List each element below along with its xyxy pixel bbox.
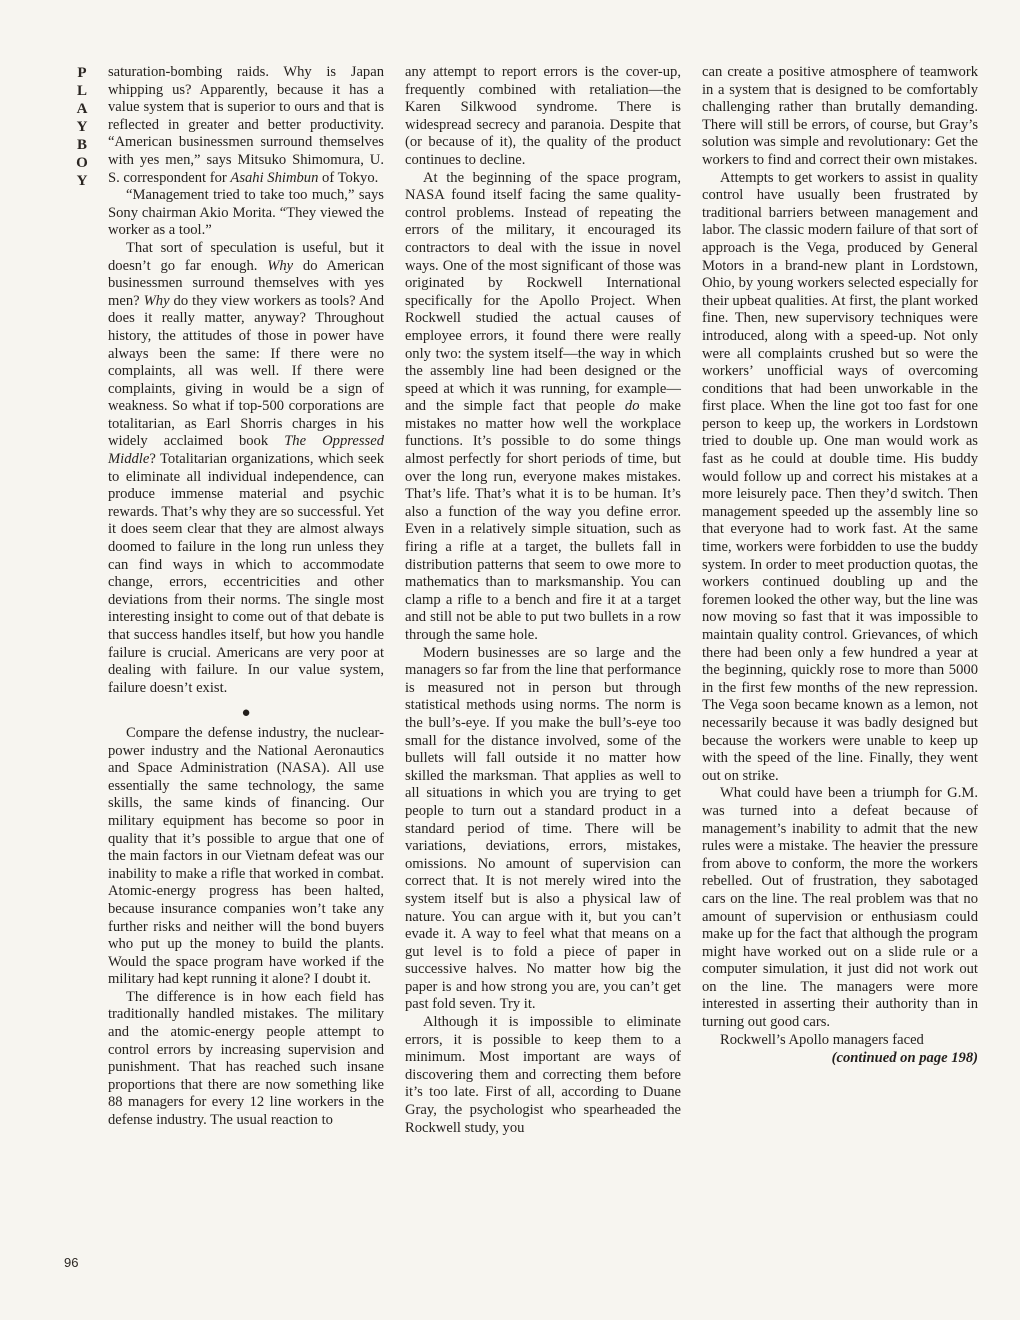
paragraph: can create a positive atmosphere of teamwork in a system that is designed to be comfortably challenging rather than brutally demanding. There will still be errors, of course, but Gray’s solution was simple and revolutionary: Get the workers to find and correct their own mistakes. xyxy=(702,64,978,168)
magazine-letter: B xyxy=(76,137,87,153)
text-column-3 xyxy=(702,64,978,1068)
magazine-letter: Y xyxy=(76,173,88,189)
paragraph: At the beginning of the space program, NASA found itself facing the same quality-control problems. Instead of repeating the errors of the military, it encouraged its contractors to deal with the issue in novel ways. One of the most significant of those was originated by Rockwell International specifically for the Apollo Project. When Rockwell studied the actual causes of employee errors, it found there were really only two: the system itself—the way in which the assembly line had been designed or the speed at which it was running, for example—and the simple fact that people do make mistakes no matter how well the workplace functions. It’s possible to do some things almost perfectly for short periods of time, but over the long run, everyone makes mistakes. That’s life. That’s what it is to be human. It’s also a function of the way you define error. Even in a relatively simple situation, such as firing a rifle at a target, the bullets fall in distribution patterns that seem to owe more to mathematics than to marksmanship. You can clamp a rifle to a bench and fire it at a target and still not be able to put two bullets in a row through the same hole. xyxy=(405,169,681,643)
paragraph: That sort of speculation is useful, but it doesn’t go far enough. Why do American businessmen surround themselves with yes men? Why do they view workers as tools? And does it really matter, anyway? Throughout history, the attitudes of those in power have always been the same: If there were no complaints, all was well. If there were complaints, giving in would be a sign of weakness. So what if top-500 corporations are totalitarian, as Earl Shorris charges in his widely acclaimed book The Oppressed Middle? Totalitarian organizations, which seek to eliminate all individual independence, can produce immense material and psychic rewards. That’s why they are so successful. Yet it does seem clear that they are almost always doomed to failure in the long run unless they can find ways in which to accommodate change, errors, eccentricities and other deviations from their norms. The single most interesting insight to come out of that debate is that success handles itself, but how you handle failure is crucial. Americans are very poor at dealing with failure. In our value system, failure doesn’t exist. xyxy=(108,239,385,696)
page-number: 96 xyxy=(64,1255,79,1270)
magazine-letter: L xyxy=(76,83,87,99)
magazine-letter: A xyxy=(76,101,88,117)
magazine-letter: P xyxy=(77,65,87,81)
paragraph: The difference is in how each field has traditionally handled mistakes. The military and the atomic-energy people attempt to control errors by increasing supervision and punishment. That has reached such insane proportions that there are now something like 88 managers for every 12 line workers in the defense industry. The usual reaction to xyxy=(108,988,384,1129)
paragraph: Compare the defense industry, the nuclear-power industry and the National Aeronautics and Space Administration (NASA). All use essentially the same technology, the same skills, the same kinds of financing. Our military equipment has become so poor in quality that it’s possible to argue that one of the main factors in our Vietnam defeat was our inability to make a rifle that worked in combat. Atomic-energy progress has been halted, because insurance companies won’t take any further risks and neither will the bond buyers who put up the money to build the plants. Would the space program have worked if the military had kept running it alone? I doubt it. xyxy=(108,724,384,988)
paragraph: Although it is impossible to eliminate errors, it is possible to keep them to a minimum. Most important are ways of discovering them and correcting them before it’s too late. First of all, according to Duane Gray, the psychologist who spearheaded the Rockwell study, you xyxy=(405,1014,681,1136)
paragraph: What could have been a triumph for G.M. was turned into a defeat because of management’s inability to admit that the new rules were a mistake. The heavier the pressure from above to conform, the more the workers rebelled. Out of frustration, they sabotaged cars on the line. The real problem was that no amount of supervision or enthusiasm could make up for the fact that although the program might have worked out on a slide rule or a computer simulation, it just did not work out on the line. The managers were more interested in asserting their authority than in turning out good cars. xyxy=(702,785,978,1031)
paragraph: saturation-bombing raids. Why is Japan whipping us? Apparently, because it has a value system that is superior to ours and that is reflected in greater and better productivity. “American businessmen surround themselves with yes men,” says Mitsuko Shimomura, U. S. correspondent for Asahi Shimbun of Tokyo. xyxy=(108,64,384,186)
continued-on-page-note: (continued on page 198) xyxy=(831,1050,978,1067)
paragraph: Attempts to get workers to assist in quality control have usually been frustrated by traditional barriers between management and labor. The classic modern failure of that sort of approach is the Vega, produced by General Motors in a brand-new plant in Lordstown, Ohio, by young workers selected especially for their upbeat qualities. At first, the plant worked fine. Then, new supervisory techniques were introduced, along with a speed-up. Not only were all complaints crushed but so were the workers’ unofficial ways of overcoming conditions that had been unworkable in the first place. When the line got too fast for one person to keep up, the workers in Lordstown tried to double up. One man would work as fast as he could at double time. His buddy would follow up and correct his mistakes at a more leisurely pace. Then they’d switch. Then management speeded up the assembly line so that everyone had to work fast. At the same time, workers were forbidden to use the buddy system. In order to meet production quotas, the workers continued doubling up and the foremen looked the other way, but the line was now moving so fast that it was impossible to maintain quality control. Grievances, of which there had been only a few hundred a year at the beginning, quickly rose to more than 5000 in the first few months of the new repression. The Vega soon became known as a lemon, not necessarily because it was badly designed but because the workers were unable to keep up with the speed of the line. Finally, they went out on strike. xyxy=(702,169,978,784)
paragraph: Rockwell’s Apollo managers faced xyxy=(720,1031,924,1048)
section-break-bullet: ● xyxy=(241,705,251,722)
paragraph: any attempt to report errors is the cover-up, frequently combined with retaliation—the Karen Silkwood syndrome. There is widespread secrecy and paranoia. Despite that (or because of it), the quality of the product continues to decline. xyxy=(405,64,681,168)
text-column-2 xyxy=(405,64,681,1137)
paragraph: Modern businesses are so large and the managers so far from the line that performance is measured not in person but through statistical methods using norms. The norm is the bull’s-eye. If you make the bull’s-eye too small for the distance involved, some of the bullets will fall outside it no matter how skilled the marksman. That applies as well to all situations in which you are trying to get people to turn out a standard product in a standard period of time. There will be variations, deviations, errors, mistakes, omissions. No amount of supervision can correct that. It is not merely wired into the system itself but is also a physical law of nature. You can argue with it, but you can’t evade it. A way to feel what that means on a gut level is to fold a piece of paper in successive halves. No matter how big the paper is and how strong you are, you can’t get past fold seven. Try it. xyxy=(405,644,681,1013)
magazine-letter: Y xyxy=(76,119,88,135)
text-column-1 xyxy=(108,64,384,1130)
paragraph: “Management tried to take too much,” says Sony chairman Akio Morita. “They viewed the worker as a tool.” xyxy=(108,187,384,239)
magazine-name-vertical xyxy=(64,64,100,190)
magazine-letter: O xyxy=(76,155,88,171)
